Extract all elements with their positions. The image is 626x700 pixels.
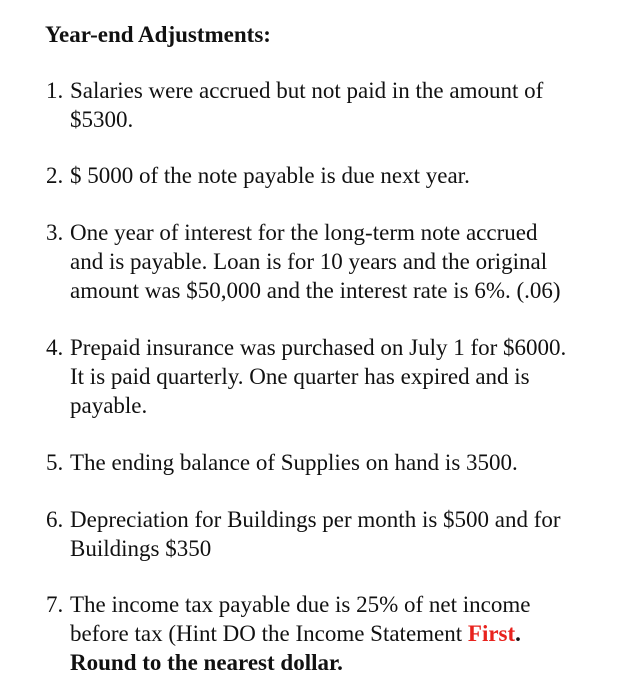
item-text-line: One year of interest for the long-term note accrued: [70, 220, 538, 245]
closing-instruction: Round to the nearest dollar.: [70, 650, 343, 675]
item-number: 4.: [46, 335, 64, 360]
item-number: 2.: [46, 163, 64, 188]
item-text: before tax (Hint DO the Income Statement: [70, 621, 463, 646]
item-text-line: The income tax payable due is 25% of net income: [70, 592, 531, 617]
item-text-line-with-emphasis: [46, 619, 606, 648]
item-text-line: The ending balance of Supplies on hand is 3500.: [70, 450, 518, 475]
list-item: [46, 218, 606, 305]
item-text-line: amount was $50,000 and the interest rate is 6%. (.06): [70, 278, 561, 303]
item-text-line: $5300.: [70, 107, 134, 132]
item-text-line: Depreciation for Buildings per month is $500 and for: [70, 507, 561, 532]
emphasis-text: First: [467, 621, 516, 646]
list-item: [46, 590, 606, 677]
item-number: 7.: [46, 592, 64, 617]
list-item: [46, 161, 606, 190]
item-text-line: Prepaid insurance was purchased on July 1 for $6000.: [70, 335, 567, 360]
item-text-line: $ 5000 of the note payable is due next year.: [70, 163, 470, 188]
item-number: 3.: [46, 220, 64, 245]
item-text-line: It is paid quarterly. One quarter has expired and is: [70, 364, 530, 389]
item-text-line: and is payable. Loan is for 10 years and the original: [70, 249, 548, 274]
item-number: 1.: [46, 78, 64, 103]
emphasis-punctuation: .: [515, 621, 521, 646]
list-item: [46, 76, 606, 134]
item-text-line: Salaries were accrued but not paid in the amount of: [70, 78, 544, 103]
list-item: [46, 333, 606, 420]
list-item: [46, 448, 606, 477]
item-text-line: payable.: [70, 393, 148, 418]
item-number: 6.: [46, 507, 64, 532]
item-number: 5.: [46, 450, 64, 475]
page-title: Year-end Adjustments:: [45, 22, 271, 47]
list-item: [46, 505, 606, 563]
item-text-line: Buildings $350: [70, 536, 212, 561]
